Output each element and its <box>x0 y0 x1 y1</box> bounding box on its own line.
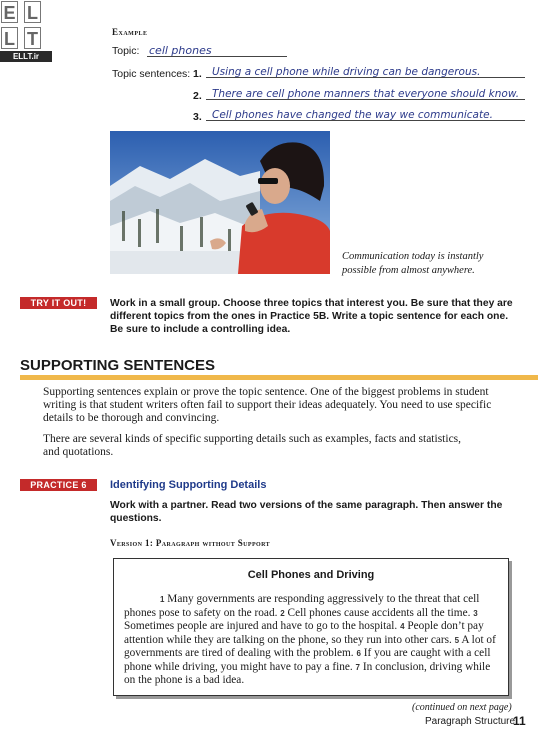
logo-letter: T <box>24 27 41 49</box>
topic-sentence: There are cell phone manners that everyone should know. <box>212 88 520 100</box>
topic-line <box>147 41 287 57</box>
paragraph-sentence: Sometimes people are injured and have to go to the hospital. <box>124 620 398 632</box>
topic-sentence: Using a cell phone while driving can be dangerous. <box>212 66 481 78</box>
example-heading: Example <box>112 27 148 37</box>
section-paragraph: Supporting sentences explain or prove the topic sentence. One of the biggest problems in student writing is that student writers often fail to support their ideas adequately. You need to use specific details to be thorough and convincing. <box>43 386 492 424</box>
sentence-number: 4 <box>400 622 405 631</box>
sentence-number: 3 <box>473 608 478 618</box>
practice-badge: PRACTICE 6 <box>20 479 97 491</box>
paragraph-sentence: In conclusion, driving while on the phone is a bad idea. <box>124 660 491 686</box>
version-heading: Version 1: Paragraph without Support <box>110 538 271 548</box>
paragraph-title: Cell Phones and Driving <box>247 569 375 581</box>
topic-sentence: Cell phones have changed the way we communicate. <box>212 109 493 121</box>
running-footer: Paragraph Structure <box>425 716 516 727</box>
topic-sentence-line <box>206 62 525 78</box>
paragraph-body <box>124 593 498 688</box>
logo-letter: E <box>1 1 18 23</box>
sentence-number: 5 <box>454 635 460 645</box>
topic-sentences-label: Topic sentences: <box>112 68 191 80</box>
logo-letter: L <box>1 27 18 49</box>
section-paragraph: There are several kinds of specific supporting details such as examples, facts and statistics, and quotations. <box>43 433 462 458</box>
try-it-out-instructions: Work in a small group. Choose three topics that interest you. Be sure that they are different topics from the ones in Practice 5B. Write a topic sentence for each one. Be sure to include a controlling idea. <box>110 298 513 335</box>
continued-note: (continued on next page) <box>412 702 512 713</box>
logo-tag: ELLT.ir <box>0 51 52 62</box>
photo-woman-on-phone <box>110 131 330 274</box>
sentence-number: 2. <box>193 90 202 102</box>
sentence-number: 1 <box>160 595 165 604</box>
paragraph-sentence: A lot of governments are tired of dealing with the problem. <box>124 633 496 659</box>
section-title: SUPPORTING SENTENCES <box>20 357 216 374</box>
logo-letter: L <box>24 1 41 23</box>
practice-title: Identifying Supporting Details <box>110 479 267 491</box>
page-number: 11 <box>513 714 526 728</box>
sentence-number: 1. <box>193 68 202 80</box>
paragraph-sentence: People don’t pay attention while they are talking on the phone, so they run into other cars. <box>124 620 484 646</box>
sentence-number: 7 <box>355 662 360 672</box>
paragraph-sentence: Cell phones cause accidents all the time. <box>287 606 471 619</box>
photo-illustration <box>110 131 330 274</box>
topic-label: Topic: <box>112 45 140 57</box>
photo-caption: Communication today is instantly possible from almost anywhere. <box>342 251 484 276</box>
paragraph-sentence: Many governments are responding aggressively to the threat that cell phones pose to safety on the road. <box>124 593 480 619</box>
topic-value: cell phones <box>149 44 212 57</box>
section-divider <box>20 375 538 380</box>
paragraph-sentence: If you are caught with a cell phone while driving, you might have to pay a fine. <box>124 647 491 673</box>
topic-sentence-line <box>206 84 525 100</box>
sentence-number: 2 <box>280 608 285 618</box>
sentence-number: 6 <box>356 649 361 658</box>
try-it-out-badge: TRY IT OUT! <box>20 297 97 309</box>
practice-instructions: Work with a partner. Read two versions of the same paragraph. Then answer the questions. <box>110 500 503 524</box>
paragraph-box <box>113 558 509 696</box>
ellt-logo <box>0 0 52 62</box>
sentence-number: 3. <box>193 111 202 123</box>
topic-sentence-line <box>206 105 525 121</box>
